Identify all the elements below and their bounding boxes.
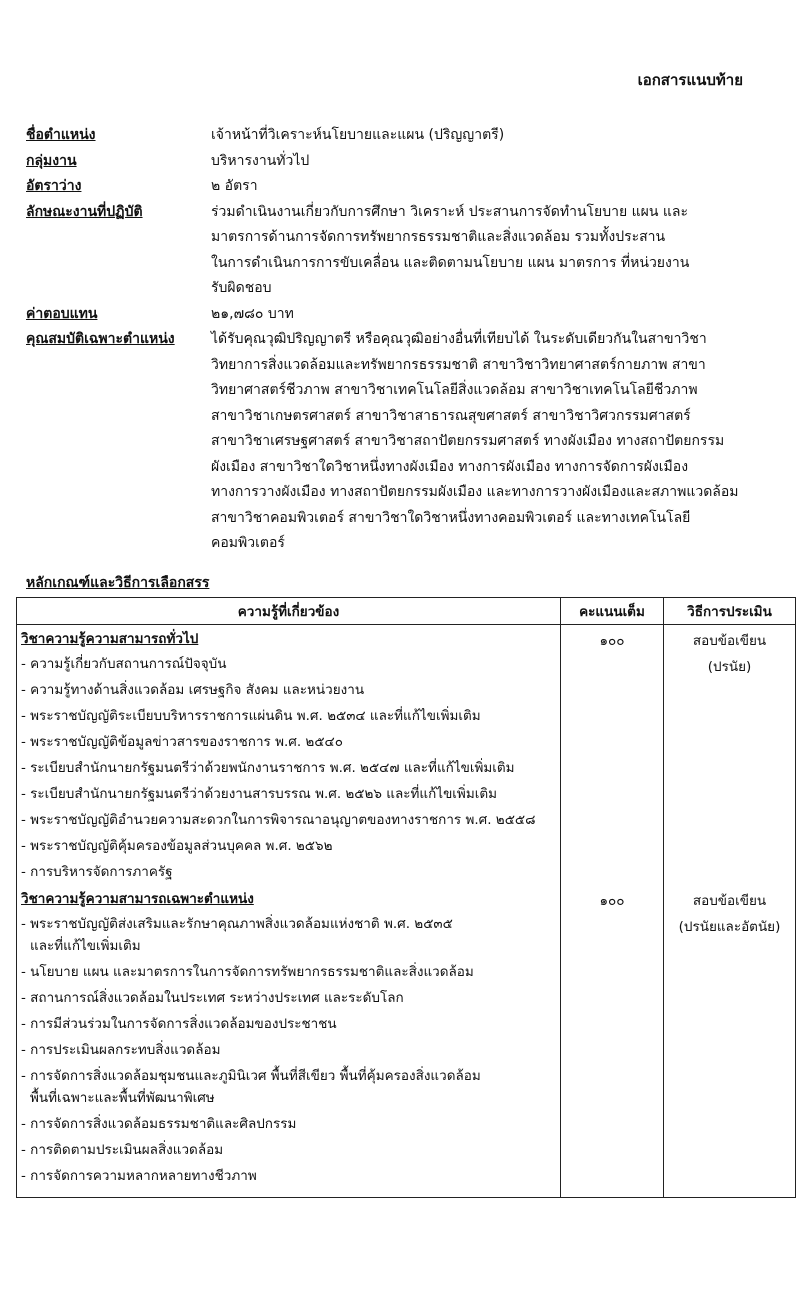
method-line: (ปรนัยและอัตนัย) xyxy=(678,919,781,935)
list-item-line: - การจัดการสิ่งแวดล้อมชุมชนและภูมินิเวศ พื้นที่สีเขียว พื้นที่คุ้มครองสิ่งแวดล้อม xyxy=(21,1068,481,1084)
general-score-cell xyxy=(561,625,664,886)
method-line: สอบข้อเขียน xyxy=(692,893,767,909)
list-item: - พระราชบัญญัติคุ้มครองข้อมูลส่วนบุคคล พ.ศ. ๒๕๖๒ xyxy=(21,838,333,854)
table-header-row xyxy=(17,598,796,625)
general-knowledge-cell xyxy=(17,625,561,886)
method-line: (ปรนัย) xyxy=(707,659,752,675)
score-value: ๑๐๐ xyxy=(599,893,625,909)
qualification-line: สาขาวิชาคอมพิวเตอร์ สาขาวิชาใดวิชาหนึ่งทางคอมพิวเตอร์ และทางเทคโนโลยี xyxy=(211,509,691,526)
duty-line: ในการดำเนินการการขับเคลื่อน และติดตามนโยบาย แผน มาตรการ ที่หน่วยงาน xyxy=(211,254,690,271)
list-item-line: และที่แก้ไขเพิ่มเติม xyxy=(30,938,141,954)
duty-line: รับผิดชอบ xyxy=(211,280,272,296)
job-group-label: กลุ่มงาน xyxy=(26,152,77,169)
general-method-cell xyxy=(664,625,796,886)
duty-description xyxy=(211,200,776,302)
header-knowledge: ความรู้ที่เกี่ยวข้อง xyxy=(17,598,561,625)
list-item: - ความรู้เกี่ยวกับสถานการณ์ปัจจุบัน xyxy=(21,656,227,672)
list-item-line: พื้นที่เฉพาะและพื้นที่พัฒนาพิเศษ xyxy=(30,1090,215,1106)
criteria-title: หลักเกณฑ์และวิธีการเลือกสรร xyxy=(26,575,210,591)
list-item: - พระราชบัญญัติข้อมูลข่าวสารของราชการ พ.ศ. ๒๕๔๐ xyxy=(21,734,344,750)
position-title-label: ชื่อตำแหน่ง xyxy=(26,127,96,143)
list-item: - การติดตามประเมินผลสิ่งแวดล้อม xyxy=(21,1142,224,1158)
annex-title: เอกสารแนบท้าย xyxy=(637,71,743,89)
duty-label: ลักษณะงานที่ปฏิบัติ xyxy=(26,203,143,220)
specific-knowledge-cell xyxy=(17,885,561,1198)
qualification-line: ทางการวางผังเมือง ทางสถาปัตยกรรมผังเมือง และทางการวางผังเมืองและสภาพแวดล้อม xyxy=(211,484,739,500)
table-row-general xyxy=(17,625,796,886)
vacancy-label: อัตราว่าง xyxy=(26,178,82,194)
vacancy-row xyxy=(26,174,786,200)
qualification-line: วิทยาการสิ่งแวดล้อมและทรัพยากรธรรมชาติ สาขาวิชาวิทยาศาสตร์กายภาพ สาขา xyxy=(211,356,706,373)
qualification-line: คอมพิวเตอร์ xyxy=(211,535,285,551)
position-title-value: เจ้าหน้าที่วิเคราะห์นโยบายและแผน (ปริญญาตรี) xyxy=(211,127,505,143)
section-title-specific: วิชาความรู้ความสามารถเฉพาะตำแหน่ง xyxy=(21,891,254,907)
list-item: - ระเบียบสำนักนายกรัฐมนตรีว่าด้วยงานสารบรรณ พ.ศ. ๒๕๒๖ และที่แก้ไขเพิ่มเติม xyxy=(21,786,497,802)
position-info xyxy=(26,123,786,557)
list-item: - พระราชบัญญัติระเบียบบริหารราชการแผ่นดิน พ.ศ. ๒๕๓๔ และที่แก้ไขเพิ่มเติม xyxy=(21,708,481,724)
list-item: - สถานการณ์สิ่งแวดล้อมในประเทศ ระหว่างประเทศ และระดับโลก xyxy=(21,990,404,1006)
list-item: - นโยบาย แผน และมาตรการในการจัดการทรัพยากรธรรมชาติและสิ่งแวดล้อม xyxy=(21,964,474,980)
pay-label: ค่าตอบแทน xyxy=(26,305,98,322)
list-item: - การประเมินผลกระทบสิ่งแวดล้อม xyxy=(21,1042,221,1058)
list-item: - การจัดการความหลากหลายทางชีวภาพ xyxy=(21,1168,257,1184)
qualification-label: คุณสมบัติเฉพาะตำแหน่ง xyxy=(26,331,175,347)
job-group-value: บริหารงานทั่วไป xyxy=(211,152,310,169)
list-item: - ความรู้ทางด้านสิ่งแวดล้อม เศรษฐกิจ สังคม และหน่วยงาน xyxy=(21,682,365,698)
specific-method-cell xyxy=(664,885,796,1198)
duty-row xyxy=(26,200,786,302)
duty-line: มาตรการด้านการจัดการทรัพยากรธรรมชาติและสิ่งแวดล้อม รวมทั้งประสาน xyxy=(211,229,666,245)
qualification-description xyxy=(211,327,776,557)
qualification-row xyxy=(26,327,786,557)
list-item xyxy=(21,911,556,959)
criteria-table xyxy=(16,597,796,1198)
job-group-row xyxy=(26,149,786,175)
score-value: ๑๐๐ xyxy=(599,633,625,649)
list-item: - พระราชบัญญัติอำนวยความสะดวกในการพิจารณาอนุญาตของทางราชการ พ.ศ. ๒๕๕๘ xyxy=(21,812,536,828)
pay-value: ๒๑,๗๘๐ บาท xyxy=(211,305,294,322)
qualification-line: สาขาวิชาเศรษฐศาสตร์ สาขาวิชาสถาปัตยกรรมศาสตร์ ทางผังเมือง ทางสถาปัตยกรรม xyxy=(211,433,725,449)
list-item: - ระเบียบสำนักนายกรัฐมนตรีว่าด้วยพนักงานราชการ พ.ศ. ๒๕๔๗ และที่แก้ไขเพิ่มเติม xyxy=(21,760,515,776)
section-title-general: วิชาความรู้ความสามารถทั่วไป xyxy=(21,631,199,647)
table-row-specific xyxy=(17,885,796,1198)
qualification-line: วิทยาศาสตร์ชีวภาพ สาขาวิชาเทคโนโลยีสิ่งแวดล้อม สาขาวิชาเทคโนโลยีชีวภาพ xyxy=(211,382,698,398)
position-title-row xyxy=(26,123,786,149)
qualification-line: ผังเมือง สาขาวิชาใดวิชาหนึ่งทางผังเมือง ทางการผังเมือง ทางการจัดการผังเมือง xyxy=(211,458,689,475)
vacancy-value: ๒ อัตรา xyxy=(211,178,258,194)
list-item xyxy=(21,1063,556,1111)
qualification-line: สาขาวิชาเกษตรศาสตร์ สาขาวิชาสาธารณสุขศาสตร์ สาขาวิชาวิศวกรรมศาสตร์ xyxy=(211,407,691,424)
qualification-line: ได้รับคุณวุฒิปริญญาตรี หรือคุณวุฒิอย่างอื่นที่เทียบได้ ในระดับเดียวกันในสาขาวิชา xyxy=(211,331,707,347)
header-method: วิธีการประเมิน xyxy=(664,598,796,625)
list-item-line: - พระราชบัญญัติส่งเสริมและรักษาคุณภาพสิ่งแวดล้อมแห่งชาติ พ.ศ. ๒๕๓๕ xyxy=(21,916,453,932)
list-item: - การจัดการสิ่งแวดล้อมธรรมชาติและศิลปกรรม xyxy=(21,1116,297,1132)
specific-score-cell xyxy=(561,885,664,1198)
list-item: - การมีส่วนร่วมในการจัดการสิ่งแวดล้อมของประชาชน xyxy=(21,1016,337,1032)
duty-line: ร่วมดำเนินงานเกี่ยวกับการศึกษา วิเคราะห์ ประสานการจัดทำนโยบาย แผน และ xyxy=(211,203,689,220)
pay-row xyxy=(26,302,786,328)
header-full-score: คะแนนเต็ม xyxy=(561,598,664,625)
list-item: - การบริหารจัดการภาครัฐ xyxy=(21,864,173,880)
method-line: สอบข้อเขียน xyxy=(692,633,767,649)
